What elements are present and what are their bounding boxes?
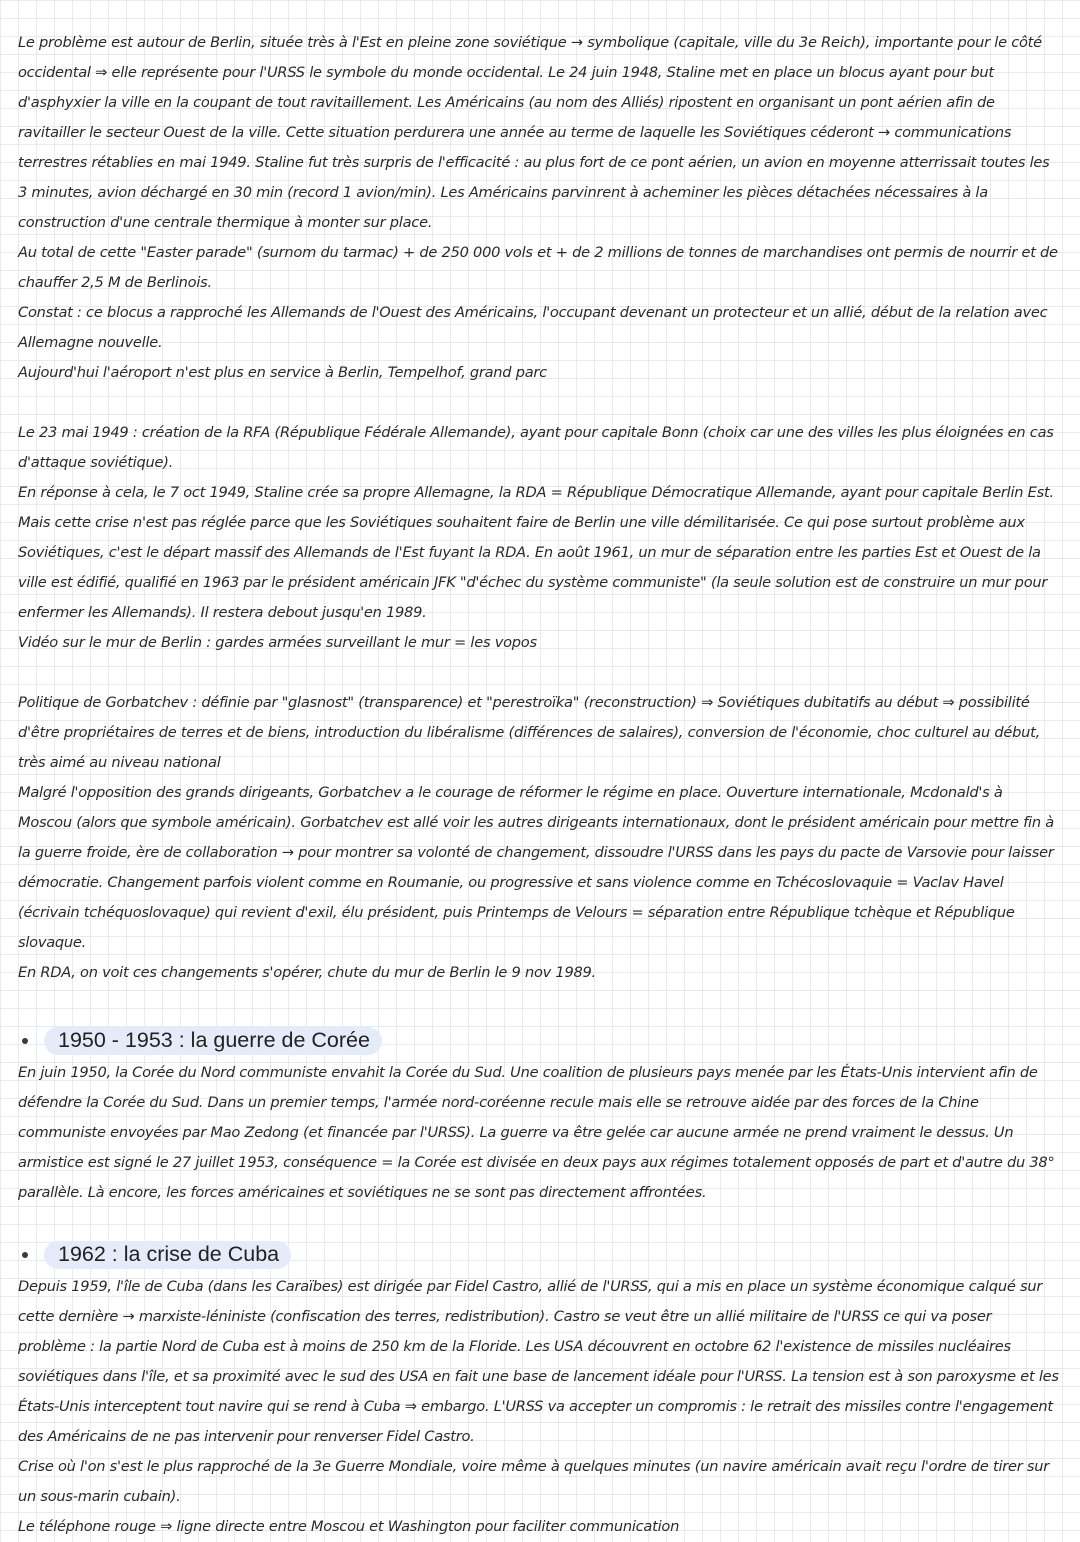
cuba-crisis-heading — [18, 1238, 1060, 1272]
world-war-risk-paragraph: Crise où l'on s'est le plus rapproché de la 3e Guerre Mondiale, voire même à quelques minutes (un navire américain avait reçu l'ordre de tirer sur un sous-marin cubain). — [18, 1458, 1050, 1505]
gorbatchev-reforms-paragraph: Malgré l'opposition des grands dirigeants, Gorbatchev a le courage de réformer le régime en place. Ouverture internationale, Mcdonald's à Moscou (alors que symbole américain). Gorbatchev est allé voir les autres dirigeants internationaux, dont le président américain pour mettre fin à la guerre froide, ère de collaboration → pour montrer sa volonté de changement, dissoudre l'URSS dans les pays du pacte de Varsovie pour laisser démocratie. Changement parfois violent comme en Roumanie, ou progressive et sans violence comme en Tchécoslovaquie = Vaclav Havel (écrivain tchéquoslovaque) qui revient d'exil, élu président, puis Printemps de Velours = séparation entre République tchèque et République slovaque. — [18, 784, 1054, 951]
vopos-video-note: Vidéo sur le mur de Berlin : gardes armées surveillant le mur = les vopos — [18, 634, 537, 651]
airlift-totals-paragraph: Au total de cette "Easter parade" (surnom du tarmac) + de 250 000 vols et + de 2 millions de tonnes de marchandises ont permis de nourrir et de chauffer 2,5 M de Berlinois. — [18, 244, 1058, 291]
wall-fall-paragraph: En RDA, on voit ces changements s'opérer, chute du mur de Berlin le 9 nov 1989. — [18, 964, 596, 981]
berlin-wall-paragraph: Mais cette crise n'est pas réglée parce que les Soviétiques souhaitent faire de Berlin une ville démilitarisée. Ce qui pose surtout problème aux Soviétiques, c'est le départ massif des Allemands de l'Est fuyant la RDA. En août 1961, un mur de séparation entre les parties Est et Ouest de la ville est édifié, qualifié en 1963 par le président américain JFK "d'échec du système communiste" (la seule solution est de construire un mur pour enfermer les Allemands). Il restera debout jusqu'en 1989. — [18, 514, 1048, 621]
red-telephone-note: Le téléphone rouge ⇒ ligne directe entre Moscou et Washington pour faciliter communication — [18, 1518, 680, 1535]
tempelhof-note: Aujourd'hui l'aéroport n'est plus en service à Berlin, Tempelhof, grand parc — [18, 364, 547, 381]
cuba-crisis-paragraph: Depuis 1959, l'île de Cuba (dans les Caraïbes) est dirigée par Fidel Castro, allié de l'URSS, qui a mis en place un système économique calqué sur cette dernière → marxiste-léniniste (confiscation des terres, redistribution). Castro se veut être un allié militaire de l'URSS ce qui va poser problème : la partie Nord de Cuba est à moins de 250 km de la Floride. Les USA découvrent en octobre 62 l'existence de missiles nucléaires soviétiques dans l'île, et sa proximité avec le sud des USA en fait une base de lancement idéale pour l'URSS. La tension est à son paroxysme et les États-Unis interceptent tout navire qui se rend à Cuba ⇒ embargo. L'URSS va accepter un compromis : le retrait des missiles contre l'engagement des Américains de ne pas intervenir pour renverser Fidel Castro. — [18, 1278, 1059, 1445]
bullet-icon — [22, 1252, 28, 1258]
bullet-icon — [22, 1038, 28, 1044]
korea-war-heading — [18, 1024, 1060, 1058]
rfa-creation-paragraph: Le 23 mai 1949 : création de la RFA (République Fédérale Allemande), ayant pour capitale Bonn (choix car une des villes les plus éloignées en cas d'attaque soviétique). — [18, 424, 1054, 471]
spacer — [18, 388, 1060, 418]
spacer — [18, 1208, 1060, 1238]
korea-war-paragraph: En juin 1950, la Corée du Nord communiste envahit la Corée du Sud. Une coalition de plusieurs pays menée par les États-Unis intervient afin de défendre la Corée du Sud. Dans un premier temps, l'armée nord-coréenne recule mais elle se retrouve aidée par des forces de la Chine communiste envoyées par Mao Zedong (et financée par l'URSS). La guerre va être gelée car aucune armée ne prend vraiment le dessus. Un armistice est signé le 27 juillet 1953, conséquence = la Corée est divisée en deux pays aux régimes totalement opposés de part et d'autre du 38° parallèle. Là encore, les forces américaines et soviétiques ne se sont pas directement affrontées. — [18, 1064, 1055, 1201]
rda-creation-paragraph: En réponse à cela, le 7 oct 1949, Staline crée sa propre Allemagne, la RDA = République Démocratique Allemande, ayant pour capitale Berlin Est. — [18, 484, 1054, 501]
spacer — [18, 988, 1060, 1024]
korea-war-title: 1950 - 1953 : la guerre de Corée — [44, 1027, 382, 1055]
berlin-blockade-paragraph: Le problème est autour de Berlin, située très à l'Est en pleine zone soviétique → symbolique (capitale, ville du 3e Reich), importante pour le côté occidental ⇒ elle représente pour l'URSS le symbole du monde occidental. Le 24 juin 1948, Staline met en place un blocus ayant pour but d'asphyxier la ville en la coupant de tout ravitaillement. Les Américains (au nom des Alliés) ripostent en organisant un pont aérien afin de ravitailler le secteur Ouest de la ville. Cette situation perdurera une année au terme de laquelle les Soviétiques céderont → communications terrestres rétablies en mai 1949. Staline fut très surpris de l'efficacité : au plus fort de ce pont aérien, un avion en moyenne atterrissait toutes les 3 minutes, avion déchargé en 30 min (record 1 avion/min). Les Américains parvinrent à acheminer les pièces détachées nécessaires à la construction d'une centrale thermique à monter sur place. — [18, 34, 1050, 231]
cuba-crisis-title: 1962 : la crise de Cuba — [44, 1241, 291, 1269]
spacer — [18, 658, 1060, 688]
blockade-conclusion-paragraph: Constat : ce blocus a rapproché les Allemands de l'Ouest des Américains, l'occupant devenant un protecteur et un allié, début de la relation avec Allemagne nouvelle. — [18, 304, 1048, 351]
gorbatchev-policy-paragraph: Politique de Gorbatchev : définie par "glasnost" (transparence) et "perestroïka" (reconstruction) ⇒ Soviétiques dubitatifs au début ⇒ possibilité d'être propriétaires de terres et de biens, introduction du libéralisme (différences de salaires), conversion de l'économie, choc culturel au début, très aimé au niveau national — [18, 694, 1040, 771]
